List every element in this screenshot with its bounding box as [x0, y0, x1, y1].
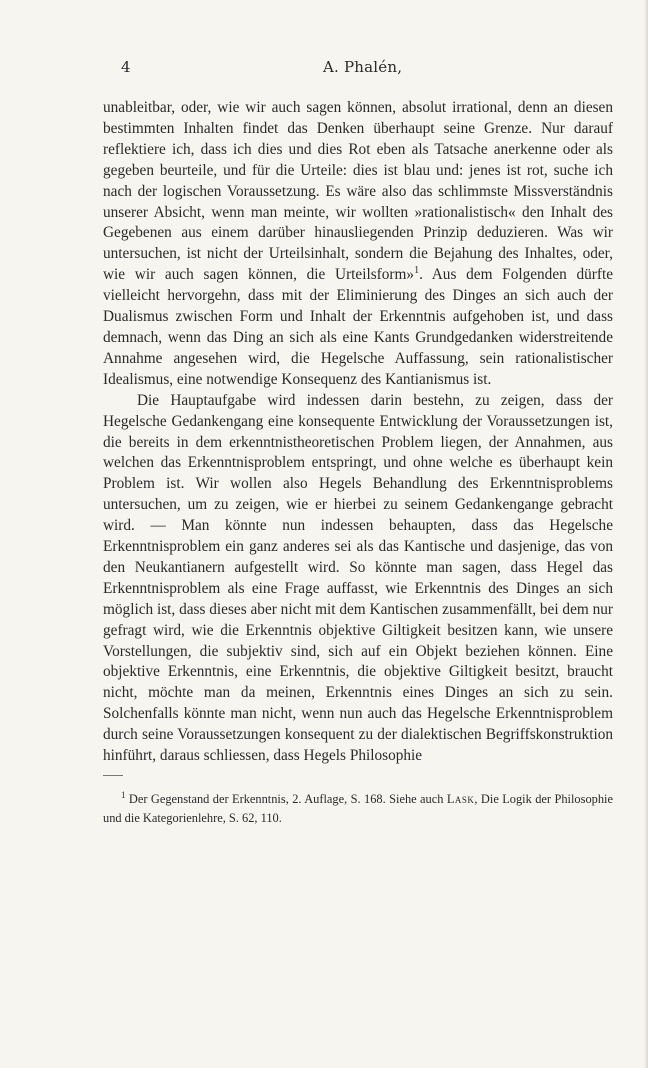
page-number: 4: [121, 58, 131, 76]
footnote-marker: 1: [121, 790, 126, 800]
page-header: [103, 58, 613, 84]
paragraph-1-text: unableitbar, oder, wie wir auch sagen können, absolut irrational, denn an diesen bestimmten Inhalten findet das Denken überhaupt seine Grenze. Nur darauf reflektiere ich, dass ich dies und dies Rot eben als Tatsache anerkenne oder als gegeben beurteile, und für die Urteile: dies ist blau und: jenes ist rot, suche ich nach der logischen Voraussetzung. Es wäre also das schlimmste Missverständnis unserer Absicht, wenn man meinte, wir wollten »rationalistisch« den Inhalt des Gegebenen aus einem darüber hinausliegenden Prinzip deduzieren. Was wir untersuchen, ist nicht der Urteilsinhalt, sondern die Bejahung des Inhaltes, oder, wie wir auch sagen können, die Urteilsform»: [103, 99, 613, 284]
footnote-divider: [103, 775, 123, 776]
footnote: [103, 786, 613, 828]
book-page: [103, 58, 613, 828]
footnote-text: Der Gegenstand der Erkenntnis, 2. Auflage, S. 168. Siehe auch: [128, 792, 444, 807]
paragraph-1: [103, 98, 613, 391]
paragraph-2: Die Hauptaufgabe wird indessen darin bestehn, zu zeigen, dass der Hegelsche Gedankengang eine konsequente Entwicklung der Voraussetzungen ist, die bereits in dem erkenntnistheoretischen Problem liegen, der Annahmen, aus welchen das Erkenntnisproblem entspringt, und ohne welche es überhaupt kein Problem ist. Wir wollen also Hegels Behandlung des Erkenntnisproblems untersuchen, um zu zeigen, wie er hierbei zu seinem Gedankengange gebracht wird. — Man könnte nun indessen behaupten, dass das Hegelsche Erkenntnisproblem ein ganz anderes sei als das Kantische und dasjenige, das von den Neukantianern aufgestellt wird. So könnte man sagen, dass Hegel das Erkenntnisproblem als eine Frage auffasst, wie Erkenntnis des Dinges an sich möglich ist, dass dieses aber nicht mit dem Kantischen zusammenfällt, bei dem nur gefragt wird, wie die Erkenntnis objektive Giltigkeit besitzen kann, wie unsere Vorstellungen, die subjektiv sind, sich auf ein Objekt beziehen können. Eine objektive Erkenntnis, eine Erkenntnis, die objektive Giltigkeit besitzt, braucht nicht, möchte man da meinen, Erkenntnis eines Dinges an sich zu sein. Solchenfalls könnte man nicht, wenn nun auch das Hegelsche Erkenntnisproblem durch seine Voraussetzungen konsequent zu der dialektischen Begriffskonstruktion hinführt, daraus schliessen, dass Hegels Philosophie: [103, 391, 613, 765]
footnote-text-continued: , Die Logik der Philosophie und die Kategorienlehre, S. 62, 110.: [103, 792, 613, 826]
running-title: A. Phalén,: [323, 58, 403, 76]
page-edge-shadow: [644, 0, 648, 1068]
footnote-reference[interactable]: 1: [414, 265, 420, 277]
footnote-author: Lask: [446, 792, 475, 807]
body-text: [103, 98, 613, 767]
paragraph-1-text-continued: . Aus dem Folgenden dürfte vielleicht hervorgehn, dass mit der Eliminierung des Dinges an sich auch der Dualismus zwischen Form und Inhalt der Erkenntnis aufgehoben ist, und dass demnach, wenn das Ding an sich als eine Kants Grundgedanken widerstreitende Annahme angesehen wird, die Hegelsche Auffassung, sein rationalistischer Idealismus, eine notwendige Konsequenz des Kantianismus ist.: [103, 266, 614, 388]
